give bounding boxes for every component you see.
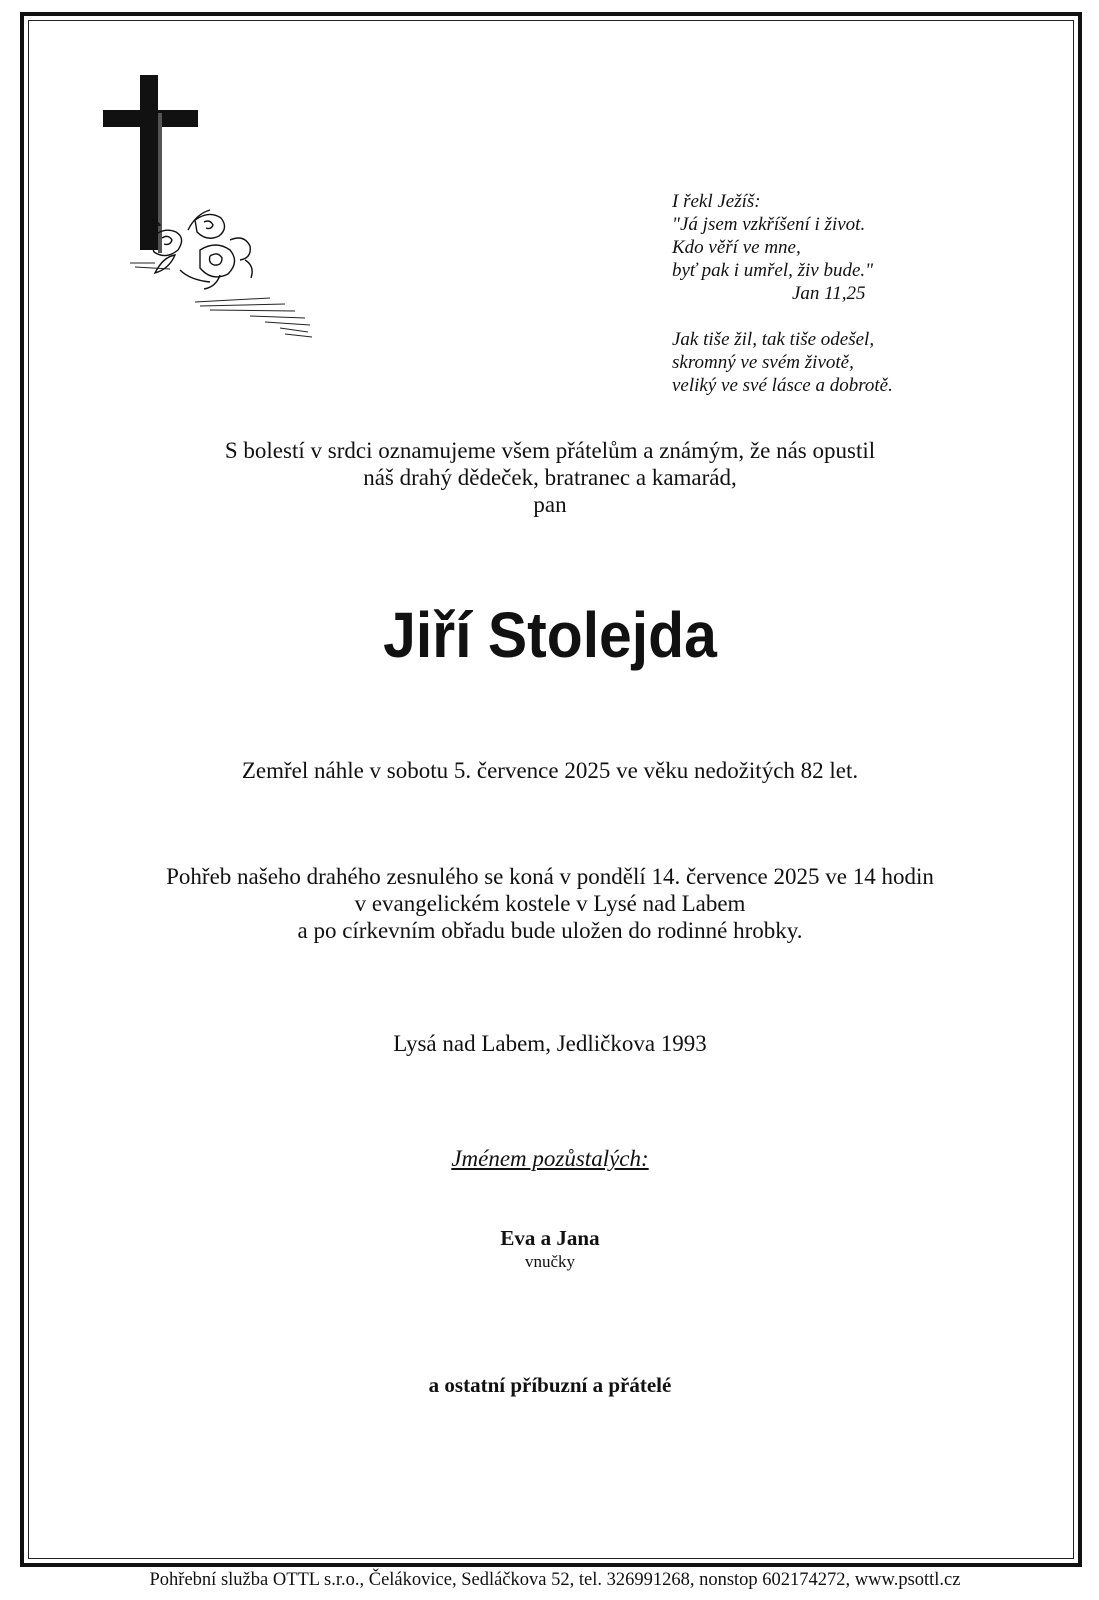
death-notice: Zemřel náhle v sobotu 5. července 2025 ve věku nedožitých 82 let. — [241, 758, 859, 783]
cross-with-roses-icon — [100, 70, 330, 360]
quote-reference: Jan 11,25 — [792, 283, 866, 304]
announcement-line: náš drahý dědeček, bratranec a kamarád, — [363, 465, 737, 490]
funeral-service-footer: Pohřební služba OTTL s.r.o., Čelákovice, Sedláčkova 52, tel. 326991268, nonstop 602174272, www.psottl.cz — [149, 1570, 961, 1590]
mourner-relation: vnučky — [524, 1252, 576, 1271]
mourner-names: Eva a Jana — [500, 1226, 600, 1250]
announcement-line: pan — [533, 492, 567, 517]
mourners-heading: Jménem pozůstalých: — [451, 1146, 649, 1171]
quote-line: byť pak i umřel, živ bude." — [672, 260, 874, 281]
quote-line: "Já jsem vzkříšení i život. — [672, 214, 866, 235]
announcement — [40, 437, 1060, 518]
announcement-line: S bolestí v srdci oznamujeme všem přátelům a známým, že nás opustil — [224, 438, 876, 463]
deceased-name: Jiří Stolejda — [383, 599, 717, 671]
other-mourners: a ostatní příbuzní a přátelé — [428, 1373, 672, 1397]
quote-line: I řekl Ježíš: — [672, 191, 761, 212]
epitaph-line: veliký ve své lásce a dobrotě. — [672, 375, 893, 396]
bible-quote — [672, 190, 992, 397]
funeral-details — [40, 863, 1060, 944]
address: Lysá nad Labem, Jedličkova 1993 — [393, 1031, 707, 1056]
funeral-line: v evangelickém kostele v Lysé nad Labem — [354, 891, 746, 916]
funeral-line: a po církevním obřadu bude uložen do rodinné hrobky. — [297, 918, 803, 943]
funeral-line: Pohřeb našeho drahého zesnulého se koná v pondělí 14. července 2025 ve 14 hodin — [166, 864, 934, 889]
epitaph-line: skromný ve svém životě, — [672, 352, 854, 373]
quote-line: Kdo věří ve mne, — [672, 237, 801, 258]
epitaph-line: Jak tiše žil, tak tiše odešel, — [672, 329, 875, 350]
